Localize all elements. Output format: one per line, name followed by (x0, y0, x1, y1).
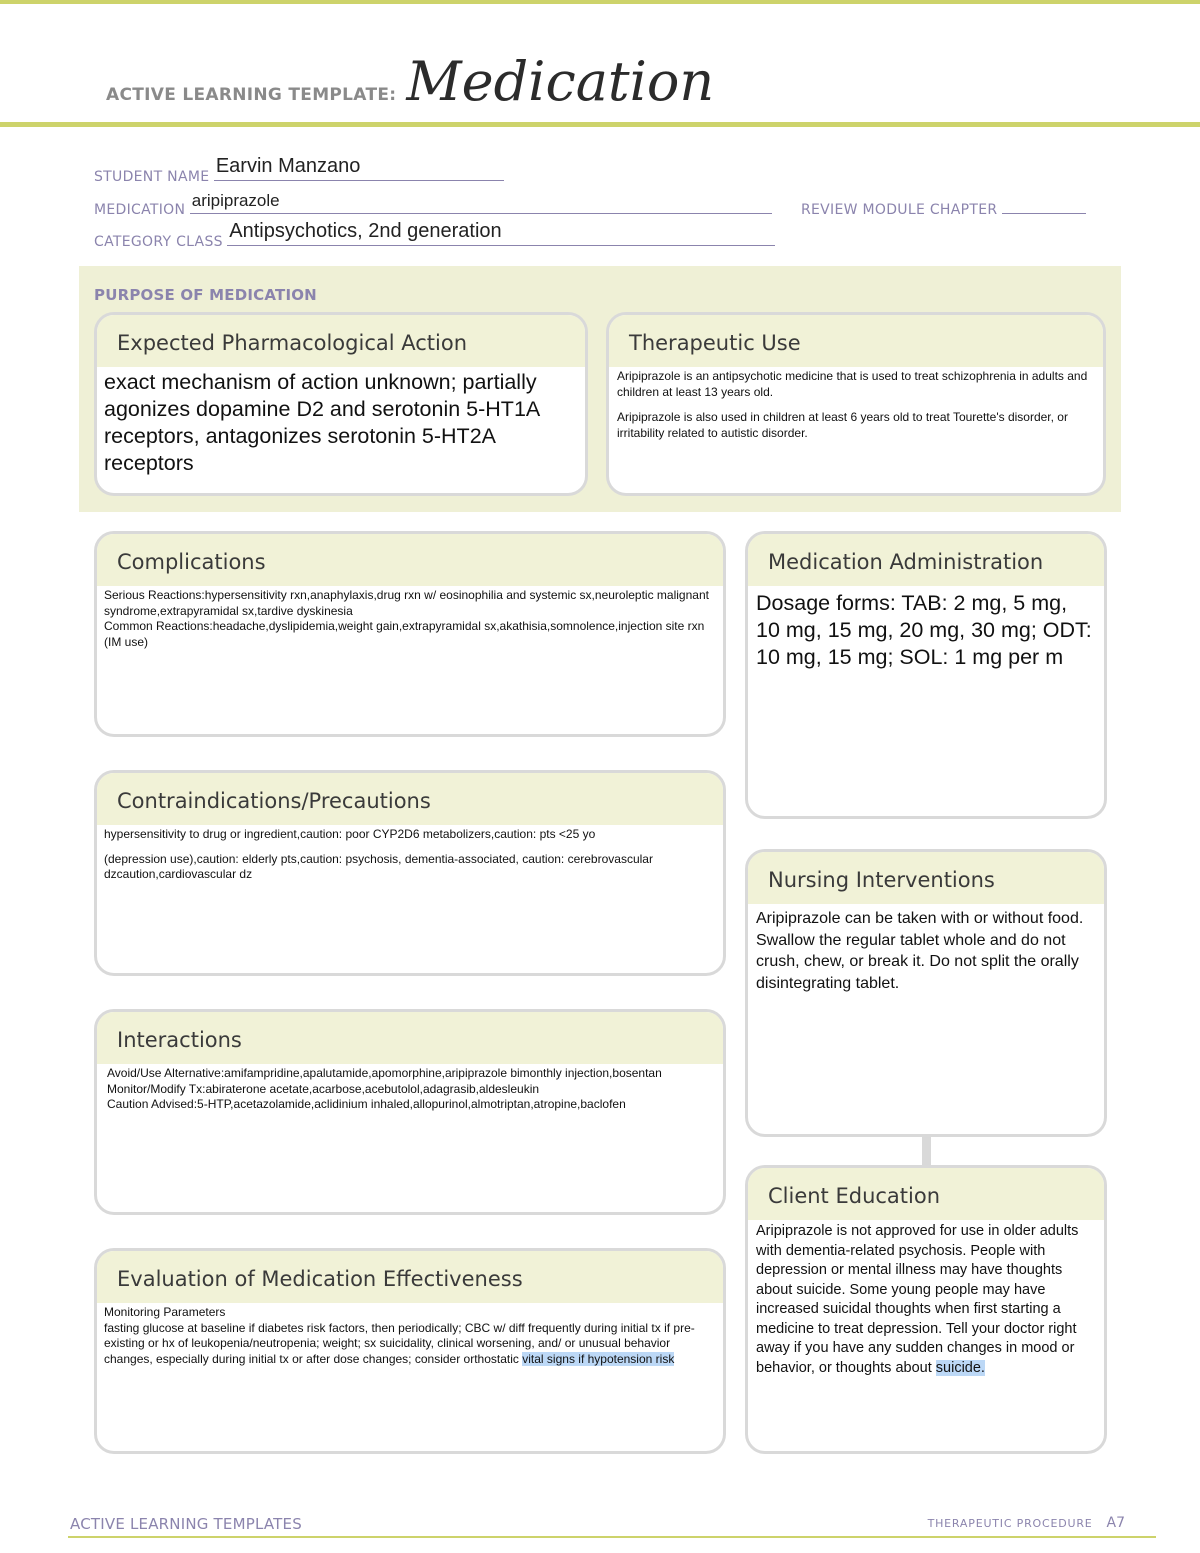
contraindications-body[interactable] (97, 825, 723, 883)
review-module-input[interactable] (1002, 197, 1086, 214)
review-module-label: REVIEW MODULE CHAPTER (801, 202, 998, 218)
medication-value: aripiprazole (191, 191, 280, 210)
interactions-body[interactable] (97, 1064, 723, 1113)
evaluation-monitoring-text: fasting glucose at baseline if diabetes risk factors, then periodically; CBC w/ diff frequently during initial tx if pre-existing or hx of leukopenia/neutropenia; weight; sx suicidality, clinical worsening, and/ or unusual behavior changes, especially during initial tx or after dose changes; consider orthostatic (104, 1320, 695, 1366)
client-education-body[interactable] (748, 1220, 1104, 1378)
student-name-field (94, 155, 504, 186)
interactions-caution: Caution Advised:5-HTP,acetazolamide,aclidinium inhaled,allopurinol,almotriptan,atropine,baclofen (107, 1097, 626, 1111)
footer-section-label: THERAPEUTIC PROCEDURE (927, 1517, 1093, 1530)
therapeutic-use-heading: Therapeutic Use (609, 315, 1103, 367)
medication-input[interactable] (190, 191, 772, 214)
page-title: Medication (406, 50, 715, 113)
therapeutic-use-para-1: Aripiprazole is an antipsychotic medicine that is used to treat schizophrenia in adults and children at least 13 years old. (617, 369, 1088, 399)
interactions-avoid: Avoid/Use Alternative:amifampridine,apalutamide,apomorphine,aripiprazole bimonthly injection,bosentan (107, 1066, 662, 1080)
complications-body[interactable] (97, 586, 723, 650)
client-education-card (745, 1165, 1107, 1454)
category-class-field (94, 220, 775, 251)
footer-page-number: A7 (1106, 1515, 1125, 1531)
evaluation-card (94, 1248, 726, 1454)
template-header (106, 50, 714, 120)
medication-label: MEDICATION (94, 202, 186, 218)
evaluation-highlighted-text: vital signs if hypotension risk (522, 1351, 675, 1366)
client-education-text: Aripiprazole is not approved for use in older adults with dementia-related psychosis. People with depression or mental illness may have thoughts about suicide. Some young people may have increased suicidal thoughts when first starting a medicine to treat depression. Tell your doctor right away if you have any sudden changes in mood or behavior, or thoughts about (756, 1223, 1079, 1376)
interactions-card (94, 1009, 726, 1215)
nursing-interventions-heading: Nursing Interventions (748, 852, 1104, 904)
student-name-label: STUDENT NAME (94, 169, 210, 185)
client-education-highlight: suicide. (935, 1359, 985, 1376)
header-divider (0, 122, 1200, 127)
nursing-para-2: Swallow the regular tablet whole and do not crush, chew, or break it. Do not split the orally disintegrating tablet. (756, 931, 1079, 992)
complications-heading: Complications (97, 534, 723, 586)
complications-serious: Serious Reactions:hypersensitivity rxn,anaphylaxis,drug rxn w/ eosinophilia and systemic sx,neuroleptic malignant syndrome,extrapyramidal sx,tardive dyskinesia (104, 588, 709, 618)
evaluation-heading: Evaluation of Medication Effectiveness (97, 1251, 723, 1303)
student-name-input[interactable] (214, 155, 504, 181)
evaluation-body[interactable] (97, 1303, 723, 1367)
expected-action-heading: Expected Pharmacological Action (97, 315, 585, 367)
template-label: ACTIVE LEARNING TEMPLATE: (106, 85, 397, 105)
medication-field (94, 191, 772, 219)
category-class-label: CATEGORY CLASS (94, 234, 223, 250)
interactions-monitor: Monitor/Modify Tx:abiraterone acetate,acarbose,acebutolol,adagrasib,aldesleukin (107, 1081, 540, 1096)
review-module-field (801, 197, 1086, 219)
footer-title: ACTIVE LEARNING TEMPLATES (70, 1515, 302, 1533)
administration-heading: Medication Administration (748, 534, 1104, 586)
expected-action-card (94, 312, 588, 496)
nursing-interventions-card (745, 849, 1107, 1137)
expected-action-text[interactable]: exact mechanism of action unknown; partially agonizes dopamine D2 and serotonin 5-HT1A receptors, antagonizes serotonin 5-HT2A receptors (104, 370, 540, 475)
nursing-interventions-body[interactable] (748, 904, 1104, 994)
complications-card (94, 531, 726, 737)
purpose-title: PURPOSE OF MEDICATION (94, 286, 317, 304)
evaluation-monitoring-title: Monitoring Parameters (104, 1305, 226, 1319)
client-education-heading: Client Education (748, 1168, 1104, 1220)
category-class-value: Antipsychotics, 2nd generation (229, 220, 502, 242)
nursing-para-1: Aripiprazole can be taken with or without food. (756, 910, 1084, 927)
student-name-value: Earvin Manzano (215, 155, 361, 177)
therapeutic-use-card (606, 312, 1106, 496)
therapeutic-use-body[interactable] (609, 367, 1103, 441)
category-class-input[interactable] (227, 220, 775, 246)
administration-text[interactable]: Dosage forms: TAB: 2 mg, 5 mg, 10 mg, 15 mg, 20 mg, 30 mg; ODT: 10 mg, 15 mg; SOL: 1 mg per m (756, 591, 1092, 669)
footer-section (928, 1515, 1125, 1531)
footer-divider (68, 1536, 1156, 1538)
card-connector (922, 1136, 931, 1167)
contraindications-para-2: (depression use),caution: elderly pts,caution: psychosis, dementia-associated, caution: cerebrovascular dzcaution,cardiovascular dz (104, 851, 653, 881)
therapeutic-use-para-2: Aripiprazole is also used in children at least 6 years old to treat Tourette's disorder, or irritability related to autistic disorder. (617, 410, 1068, 440)
complications-common: Common Reactions:headache,dyslipidemia,weight gain,extrapyramidal sx,akathisia,somnolence,injection site rxn (IM use) (104, 619, 705, 649)
contraindications-card (94, 770, 726, 976)
contraindications-heading: Contraindications/Precautions (97, 773, 723, 825)
top-accent-bar (0, 0, 1200, 4)
interactions-heading: Interactions (97, 1012, 723, 1064)
administration-card (745, 531, 1107, 819)
contraindications-para-1: hypersensitivity to drug or ingredient,caution: poor CYP2D6 metabolizers,caution: pts <25 yo (104, 827, 596, 841)
